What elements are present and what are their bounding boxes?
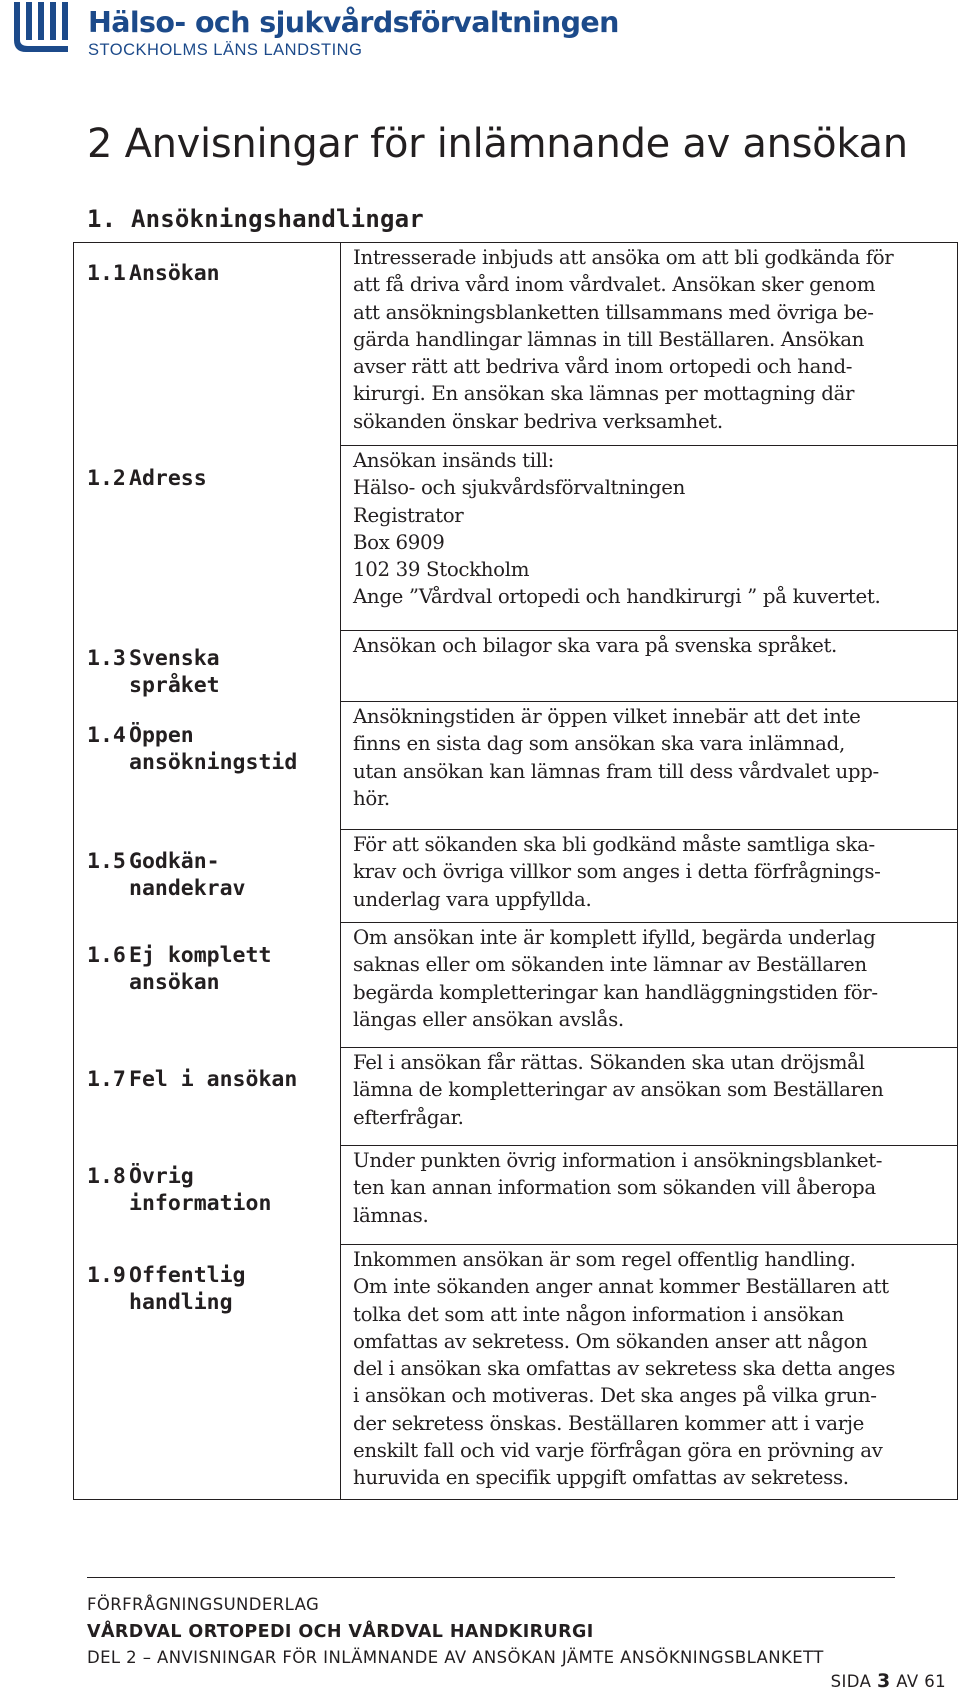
page-suffix: AV 61 xyxy=(896,1672,946,1691)
row-label-text: Fel i ansökan xyxy=(129,1067,298,1092)
row-label xyxy=(87,942,327,996)
row-text-line: gärda handlingar lämnas in till Beställaren. Ansökan xyxy=(353,327,865,351)
row-text-line: kirurgi. En ansökan ska lämnas per mottagning där xyxy=(353,382,855,406)
row-separator xyxy=(340,1244,958,1245)
row-separator xyxy=(340,701,958,702)
row-number: 1.3 xyxy=(87,646,126,671)
page-prefix: SIDA xyxy=(830,1672,872,1691)
row-label xyxy=(87,645,327,699)
row-content xyxy=(353,1147,953,1229)
row-content xyxy=(353,447,953,611)
footer-line-3: DEL 2 – ANVISNINGAR FÖR INLÄMNANDE AV ANSÖKAN JÄMTE ANSÖKNINGSBLANKETT xyxy=(87,1648,824,1667)
row-text-line: Om ansökan inte är komplett ifylld, begärda underlag xyxy=(353,926,876,949)
row-text-line: der sekretess önskas. Beställaren kommer att i varje xyxy=(353,1411,864,1435)
row-label-text: Ansökan xyxy=(129,261,220,286)
row-content xyxy=(353,1049,953,1131)
footer-rule xyxy=(87,1577,895,1578)
page-number xyxy=(831,1670,946,1692)
header-logo xyxy=(8,2,619,59)
row-separator xyxy=(340,445,958,446)
page-title: 2 Anvisningar för inlämnande av ansökan xyxy=(87,121,908,167)
row-number: 1.6 xyxy=(87,943,126,968)
sll-logo-icon xyxy=(8,2,76,58)
row-content xyxy=(353,632,953,659)
row-label-text: språket xyxy=(129,673,220,698)
row-label xyxy=(87,1163,327,1217)
row-text-line: avser rätt att bedriva vård inom ortopedi och hand- xyxy=(353,355,853,379)
row-text-line: Fel i ansökan får rättas. Sökanden ska utan dröjsmål xyxy=(353,1051,865,1074)
row-number: 1.4 xyxy=(87,723,126,748)
row-text-line: krav och övriga villkor som anges i detta förfrågnings- xyxy=(353,860,881,884)
row-content xyxy=(353,703,953,812)
row-text-line: Om inte sökanden anger annat kommer Beställaren att xyxy=(353,1275,889,1299)
row-label xyxy=(87,722,327,776)
page-current: 3 xyxy=(876,1670,891,1692)
org-subtitle: STOCKHOLMS LÄNS LANDSTING xyxy=(88,41,363,59)
section-heading: 1. Ansökningshandlingar xyxy=(87,205,424,233)
row-text-line: del i ansökan ska omfattas av sekretess ska detta anges xyxy=(353,1357,896,1381)
row-text-line: att ansökningsblanketten tillsammans med övriga be- xyxy=(353,300,874,324)
row-text-line: Box 6909 xyxy=(353,530,445,554)
row-content xyxy=(353,831,953,913)
row-text-line: Ansökan insänds till: xyxy=(353,449,554,472)
org-name: Hälso- och sjukvårdsförvaltningen xyxy=(88,6,619,39)
row-label-text: Godkän- xyxy=(129,849,220,874)
row-label-text: ansökningstid xyxy=(129,750,298,775)
row-separator xyxy=(340,1047,958,1048)
row-separator xyxy=(340,829,958,830)
row-label-text: handling xyxy=(129,1290,233,1315)
row-text-line: omfattas av sekretess. Om sökanden anser att någon xyxy=(353,1329,868,1353)
row-text-line: Under punkten övrig information i ansökningsblanket- xyxy=(353,1149,883,1172)
row-text-line: huruvida en specifik uppgift omfattas av sekretess. xyxy=(353,1466,849,1490)
row-content xyxy=(353,244,953,435)
row-text-line: ten kan annan information som sökanden vill åberopa xyxy=(353,1176,876,1200)
row-text-line: Hälso- och sjukvårdsförvaltningen xyxy=(353,476,685,500)
row-label xyxy=(87,1262,327,1316)
row-label-text: Ej komplett xyxy=(129,943,272,968)
row-text-line: enskilt fall och vid varje förfrågan göra en prövning av xyxy=(353,1439,883,1463)
row-label xyxy=(87,1066,327,1093)
row-label-text: Öppen xyxy=(129,723,194,748)
row-text-line: hör. xyxy=(353,786,390,810)
row-number: 1.5 xyxy=(87,849,126,874)
row-content xyxy=(353,1246,953,1492)
footer-line-2: VÅRDVAL ORTOPEDI OCH VÅRDVAL HANDKIRURGI xyxy=(87,1622,594,1642)
row-separator xyxy=(340,1145,958,1146)
row-text-line: att få driva vård inom vårdvalet. Ansökan sker genom xyxy=(353,273,876,297)
row-label-text: ansökan xyxy=(129,970,220,995)
row-number: 1.1 xyxy=(87,261,126,286)
row-text-line: lämna de kompletteringar av ansökan som Beställaren xyxy=(353,1078,884,1102)
row-text-line: utan ansökan kan lämnas fram till dess vårdvalet upp- xyxy=(353,759,879,783)
row-text-line: Ansökningstiden är öppen vilket innebär att det inte xyxy=(353,705,861,728)
row-text-line: Intresserade inbjuds att ansöka om att bli godkända för xyxy=(353,246,894,269)
row-separator xyxy=(340,630,958,631)
row-number: 1.8 xyxy=(87,1164,126,1189)
row-number: 1.9 xyxy=(87,1263,126,1288)
row-text-line: i ansökan och motiveras. Det ska anges på vilka grun- xyxy=(353,1384,877,1408)
row-number: 1.2 xyxy=(87,466,126,491)
footer-line-1: FÖRFRÅGNINGSUNDERLAG xyxy=(87,1595,320,1614)
row-label-text: Offentlig xyxy=(129,1263,246,1288)
row-text-line: lämnas. xyxy=(353,1203,429,1227)
row-text-line: sökanden önskar bedriva verksamhet. xyxy=(353,409,723,433)
row-label-text: information xyxy=(129,1191,272,1216)
row-text-line: Ansökan och bilagor ska vara på svenska språket. xyxy=(353,634,837,657)
row-label-text: Adress xyxy=(129,466,207,491)
row-text-line: Registrator xyxy=(353,503,464,527)
row-text-line: tolka det som att inte någon information i ansökan xyxy=(353,1302,844,1326)
row-text-line: längas eller ansökan avslås. xyxy=(353,1007,624,1031)
row-text-line: Ange ”Vårdval ortopedi och handkirurgi ” på kuvertet. xyxy=(353,585,881,609)
row-label-text: nandekrav xyxy=(129,876,246,901)
row-label-text: Svenska xyxy=(129,646,220,671)
row-text-line: saknas eller om sökanden inte lämnar av Beställaren xyxy=(353,953,867,977)
row-text-line: underlag vara uppfyllda. xyxy=(353,887,592,911)
row-text-line: Inkommen ansökan är som regel offentlig handling. xyxy=(353,1248,856,1271)
row-text-line: efterfrågar. xyxy=(353,1105,464,1129)
row-label xyxy=(87,848,327,902)
row-label-text: Övrig xyxy=(129,1164,194,1189)
row-text-line: För att sökanden ska bli godkänd måste samtliga ska- xyxy=(353,833,875,856)
row-label xyxy=(87,260,327,287)
row-number: 1.7 xyxy=(87,1067,126,1092)
row-content xyxy=(353,924,953,1033)
row-text-line: finns en sista dag som ansökan ska vara inlämnad, xyxy=(353,732,845,756)
row-label xyxy=(87,465,327,492)
table-column-divider xyxy=(340,242,341,1500)
row-text-line: begärda kompletteringar kan handläggningstiden för- xyxy=(353,980,878,1004)
row-text-line: 102 39 Stockholm xyxy=(353,558,530,582)
row-separator xyxy=(340,922,958,923)
